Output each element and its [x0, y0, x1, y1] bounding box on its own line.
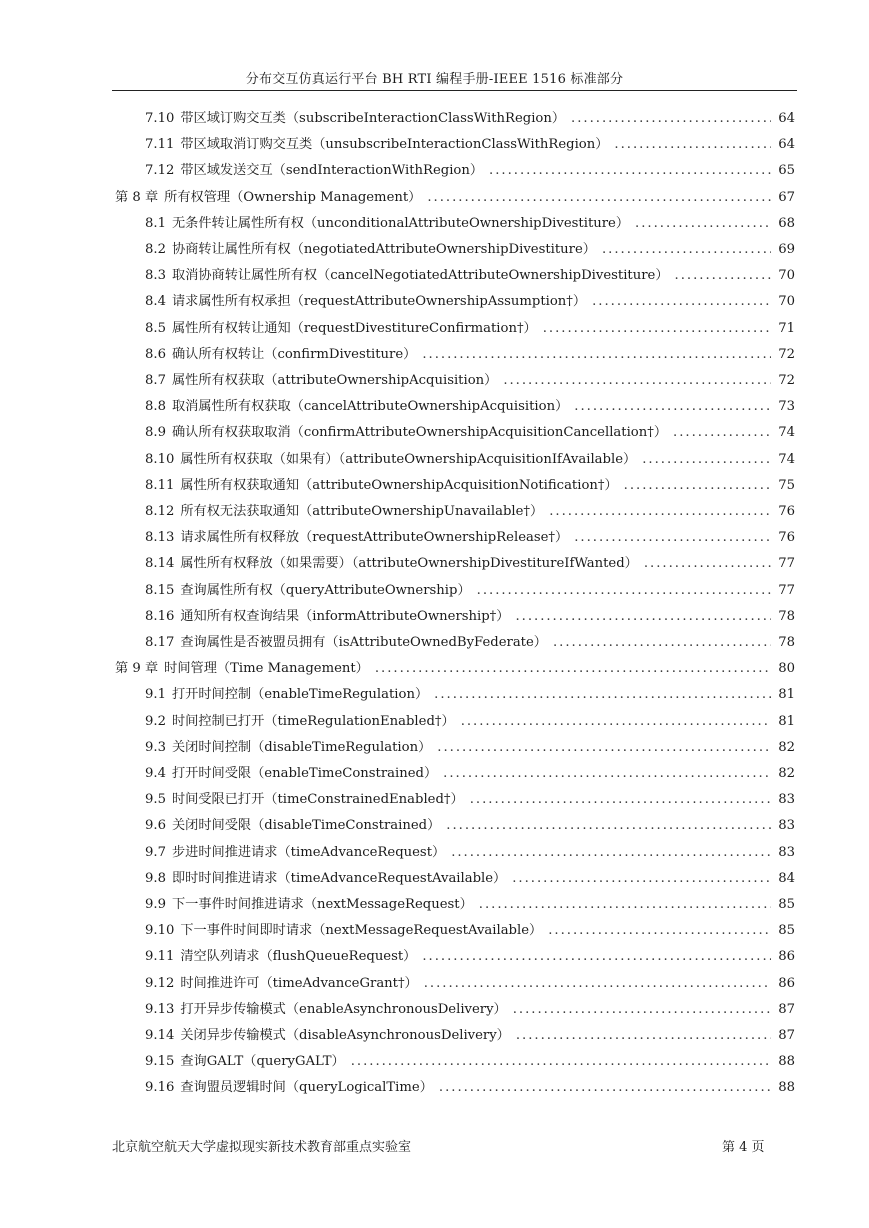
toc-entry-title: 通知所有权查询结果（informAttributeOwnership†） [180, 608, 510, 624]
toc-entry[interactable] [145, 735, 795, 761]
toc-entry-title: 取消协商转让属性所有权（cancelNegotiatedAttributeOwnershipDivestiture） [171, 268, 669, 284]
toc-entry-title: 关闭异步传输模式（disableAsynchronousDelivery） [180, 1028, 510, 1043]
toc-entry-number: 7.12 [145, 163, 175, 179]
toc-entry-number: 8.2 [145, 242, 166, 257]
toc-leader-dots [571, 106, 771, 132]
toc-entry[interactable] [145, 473, 795, 499]
toc-entry-page: 87 [778, 1028, 795, 1043]
footer-page-number: 第 4 页 [722, 1140, 765, 1155]
toc-entry-number: 8.5 [145, 320, 166, 336]
toc-entry-number: 8.10 [145, 451, 175, 467]
toc-entry-page: 83 [778, 792, 795, 808]
toc-entry-number: 7.10 [145, 111, 175, 126]
toc-entry-number: 8.9 [145, 425, 166, 441]
toc-entry-number: 第 9 章 [115, 661, 159, 677]
toc-leader-dots [351, 1049, 771, 1075]
toc-entry-number: 8.13 [145, 530, 175, 546]
toc-leader-dots [515, 604, 771, 630]
toc-entry[interactable] [145, 787, 795, 813]
toc-entry-number: 8.16 [145, 608, 175, 624]
header-divider [112, 90, 797, 91]
toc-leader-dots [422, 944, 771, 970]
toc-entry-number: 8.8 [145, 399, 166, 415]
toc-entry-title: 请求属性所有权承担（requestAttributeOwnershipAssumption†） [171, 294, 587, 310]
toc-leader-dots [443, 761, 771, 787]
toc-entry-page: 86 [778, 949, 795, 965]
toc-entry[interactable] [145, 368, 795, 394]
toc-entry-page: 82 [778, 766, 795, 781]
toc-entry-title: 查询属性是否被盟员拥有（isAttributeOwnedByFederate） [180, 635, 547, 650]
toc-entry-page: 76 [778, 504, 795, 519]
toc-entry-number: 8.7 [145, 373, 166, 388]
toc-entry-number: 第 8 章 [115, 189, 159, 205]
toc-entry-number: 9.15 [145, 1054, 175, 1070]
toc-leader-dots [427, 185, 771, 211]
toc-entry[interactable] [145, 447, 795, 473]
toc-leader-dots [513, 997, 771, 1023]
toc-entry[interactable] [145, 316, 795, 342]
toc-entry[interactable] [145, 394, 795, 420]
toc-leader-dots [451, 840, 771, 866]
toc-entry[interactable] [145, 1049, 795, 1075]
toc-entry-page: 81 [778, 713, 795, 729]
toc-entry-page: 83 [778, 844, 795, 860]
toc-entry-number: 9.16 [145, 1080, 175, 1096]
toc-entry-title: 协商转让属性所有权（negotiatedAttributeOwnershipDivestiture） [171, 242, 596, 257]
toc-leader-dots [446, 813, 771, 839]
toc-entry-page: 75 [778, 477, 795, 493]
toc-entry[interactable] [145, 499, 795, 525]
toc-leader-dots [548, 918, 771, 944]
toc-entry-page: 82 [778, 739, 795, 755]
toc-entry[interactable] [145, 761, 795, 787]
running-header: 分布交互仿真运行平台 BH RTI 编程手册-IEEE 1516 标准部分 [245, 72, 624, 87]
toc-leader-dots [437, 735, 771, 761]
toc-entry-title: 下一事件时间推进请求（nextMessageRequest） [171, 897, 473, 912]
toc-leader-dots [434, 682, 771, 708]
toc-entry-page: 65 [778, 163, 795, 179]
toc-leader-dots [512, 866, 771, 892]
toc-entry[interactable] [145, 944, 795, 970]
toc-entry[interactable] [145, 158, 795, 184]
toc-entry-title: 属性所有权获取（如果有）（attributeOwnershipAcquisitionIfAvailable） [180, 451, 637, 467]
toc-entry-title: 打开异步传输模式（enableAsynchronousDelivery） [180, 1001, 507, 1017]
toc-entry[interactable] [115, 656, 795, 682]
toc-entry-page: 67 [778, 189, 795, 205]
toc-entry-number: 8.1 [145, 215, 166, 231]
toc-entry-title: 步进时间推进请求（timeAdvanceRequest） [171, 844, 446, 860]
toc-entry-number: 9.2 [145, 713, 166, 729]
toc-entry-number: 9.10 [145, 923, 175, 939]
toc-entry-page: 77 [778, 582, 795, 598]
toc-entry[interactable] [145, 578, 795, 604]
toc-leader-dots [424, 971, 771, 997]
toc-entry-title: 带区域取消订购交互类（unsubscribeInteractionClassWithRegion） [180, 137, 609, 153]
toc-entry-page: 72 [778, 373, 795, 388]
toc-leader-dots [479, 892, 771, 918]
toc-entry-title: 查询GALT（queryGALT） [180, 1054, 345, 1070]
toc-entry-title: 下一事件时间即时请求（nextMessageRequestAvailable） [180, 923, 543, 939]
toc-entry-page: 68 [778, 215, 795, 231]
toc-entry-title: 时间受限已打开（timeConstrainedEnabled†） [171, 792, 464, 808]
toc-entry[interactable] [145, 420, 795, 446]
toc-entry-page: 78 [778, 608, 795, 624]
toc-entry-title: 所有权管理（Ownership Management） [164, 189, 422, 205]
toc-entry-number: 9.8 [145, 870, 166, 886]
toc-leader-dots [549, 499, 771, 525]
toc-entry-title: 带区域订购交互类（subscribeInteractionClassWithRegion） [180, 111, 566, 126]
toc-entry-number: 9.7 [145, 844, 166, 860]
toc-entry[interactable] [115, 185, 795, 211]
toc-entry[interactable] [145, 132, 795, 158]
toc-entry[interactable] [145, 604, 795, 630]
toc-entry-page: 81 [778, 687, 795, 703]
toc-leader-dots [614, 132, 771, 158]
toc-entry-title: 时间管理（Time Management） [164, 661, 369, 677]
toc-leader-dots [642, 447, 771, 473]
toc-leader-dots [574, 394, 771, 420]
toc-entry-page: 84 [778, 870, 795, 886]
toc-leader-dots [422, 342, 771, 368]
toc-entry-number: 8.4 [145, 294, 166, 310]
toc-leader-dots [375, 656, 771, 682]
toc-entry-page: 83 [778, 818, 795, 834]
toc-leader-dots [675, 263, 771, 289]
toc-entry-page: 64 [778, 137, 795, 153]
toc-leader-dots [477, 578, 771, 604]
toc-entry-number: 8.14 [145, 556, 175, 572]
toc-entry[interactable] [145, 263, 795, 289]
toc-entry-page: 80 [778, 661, 795, 677]
toc-entry[interactable] [145, 840, 795, 866]
toc-entry[interactable] [145, 289, 795, 315]
toc-entry[interactable] [145, 551, 795, 577]
toc-entry-title: 请求属性所有权释放（requestAttributeOwnershipRelease†） [180, 530, 569, 546]
toc-entry-number: 9.1 [145, 687, 166, 703]
toc-entry[interactable] [145, 866, 795, 892]
toc-entry-number: 9.14 [145, 1028, 175, 1043]
toc-leader-dots [470, 787, 771, 813]
toc-entry-page: 76 [778, 530, 795, 546]
toc-entry[interactable] [145, 1075, 795, 1101]
toc-entry-title: 确认所有权获取取消（confirmAttributeOwnershipAcquisitionCancellation†） [171, 425, 668, 441]
toc-entry-page: 88 [778, 1054, 795, 1070]
toc-leader-dots [503, 368, 771, 394]
toc-leader-dots [592, 289, 771, 315]
toc-entry-page: 71 [778, 320, 795, 336]
toc-entry-page: 73 [778, 399, 795, 415]
toc-entry-number: 8.17 [145, 635, 175, 650]
toc-entry-page: 85 [778, 923, 795, 939]
toc-entry-title: 即时时间推进请求（timeAdvanceRequestAvailable） [171, 870, 507, 886]
toc-leader-dots [635, 211, 771, 237]
toc-entry-page: 70 [778, 294, 795, 310]
toc-entry[interactable] [145, 997, 795, 1023]
toc-entry[interactable] [145, 971, 795, 997]
toc-entry-title: 取消属性所有权获取（cancelAttributeOwnershipAcquisition） [171, 399, 569, 415]
footer-institution: 北京航空航天大学虚拟现实新技术教育部重点实验室 [112, 1140, 412, 1155]
toc-entry-page: 87 [778, 1001, 795, 1017]
toc-leader-dots [624, 473, 771, 499]
toc-entry-title: 查询盟员逻辑时间（queryLogicalTime） [180, 1080, 433, 1096]
toc-entry-number: 9.4 [145, 766, 166, 781]
toc-leader-dots [644, 551, 771, 577]
toc-entry-number: 9.5 [145, 792, 166, 808]
toc-entry[interactable] [145, 106, 795, 132]
toc-entry[interactable] [145, 709, 795, 735]
toc-entry-page: 86 [778, 975, 795, 991]
toc-entry[interactable] [145, 525, 795, 551]
toc-leader-dots [673, 420, 771, 446]
toc-entry-title: 清空队列请求（flushQueueRequest） [180, 949, 417, 965]
toc-entry-number: 8.11 [145, 477, 175, 493]
toc-entry-number: 9.13 [145, 1001, 175, 1017]
toc-leader-dots [602, 237, 771, 263]
toc-entry-title: 带区域发送交互（sendInteractionWithRegion） [180, 163, 484, 179]
toc-entry-page: 69 [778, 242, 795, 257]
toc-entry-page: 85 [778, 897, 795, 912]
toc-entry-page: 77 [778, 556, 795, 572]
toc-entry-title: 关闭时间受限（disableTimeConstrained） [171, 818, 441, 834]
toc-leader-dots [516, 1023, 771, 1049]
toc-entry-title: 属性所有权转让通知（requestDivestitureConfirmation†） [171, 320, 537, 336]
toc-entry-title: 打开时间控制（enableTimeRegulation） [171, 687, 429, 703]
toc-entry-page: 74 [778, 425, 795, 441]
toc-entry-title: 时间控制已打开（timeRegulationEnabled†） [171, 713, 455, 729]
toc-entry-title: 关闭时间控制（disableTimeRegulation） [171, 739, 432, 755]
toc-entry-number: 9.9 [145, 897, 166, 912]
toc-entry-number: 9.3 [145, 739, 166, 755]
toc-entry-title: 属性所有权释放（如果需要）（attributeOwnershipDivestitureIfWanted） [180, 556, 638, 572]
toc-entry-page: 70 [778, 268, 795, 284]
toc-entry[interactable] [145, 342, 795, 368]
toc-entry-number: 8.6 [145, 346, 166, 362]
toc-entry-number: 7.11 [145, 137, 175, 153]
toc-entry[interactable] [145, 813, 795, 839]
toc-entry-number: 8.3 [145, 268, 166, 284]
toc-entry-number: 8.15 [145, 582, 175, 598]
toc-entry[interactable] [145, 918, 795, 944]
toc-entry[interactable] [145, 892, 795, 918]
toc-entry-number: 9.12 [145, 975, 175, 991]
toc-entry-title: 时间推进许可（timeAdvanceGrant†） [180, 975, 418, 991]
toc-leader-dots [574, 525, 771, 551]
toc-leader-dots [461, 709, 771, 735]
toc-entry[interactable] [145, 682, 795, 708]
toc-entry-page: 78 [778, 635, 795, 650]
toc-entry-title: 查询属性所有权（queryAttributeOwnership） [180, 582, 471, 598]
toc-entry[interactable] [145, 211, 795, 237]
toc-leader-dots [439, 1075, 771, 1101]
toc-entry-page: 72 [778, 346, 795, 362]
toc-entry-title: 打开时间受限（enableTimeConstrained） [171, 766, 438, 781]
toc-entry[interactable] [145, 630, 795, 656]
toc-leader-dots [553, 630, 771, 656]
toc-entry-number: 9.6 [145, 818, 166, 834]
toc-entry-title: 属性所有权获取（attributeOwnershipAcquisition） [171, 373, 498, 388]
toc-entry-number: 9.11 [145, 949, 175, 965]
toc-leader-dots [489, 158, 771, 184]
toc-entry-page: 88 [778, 1080, 795, 1096]
toc-leader-dots [543, 316, 771, 342]
toc-entry-title: 属性所有权获取通知（attributeOwnershipAcquisitionNotification†） [180, 477, 618, 493]
toc-entry-page: 74 [778, 451, 795, 467]
toc-entry[interactable] [145, 1023, 795, 1049]
toc-entry-title: 无条件转让属性所有权（unconditionalAttributeOwnershipDivestiture） [171, 215, 630, 231]
toc-entry-page: 64 [778, 111, 795, 126]
toc-entry-title: 确认所有权转让（confirmDivestiture） [171, 346, 417, 362]
toc-entry[interactable] [145, 237, 795, 263]
toc-entry-number: 8.12 [145, 504, 175, 519]
toc-entry-title: 所有权无法获取通知（attributeOwnershipUnavailable†） [180, 504, 544, 519]
